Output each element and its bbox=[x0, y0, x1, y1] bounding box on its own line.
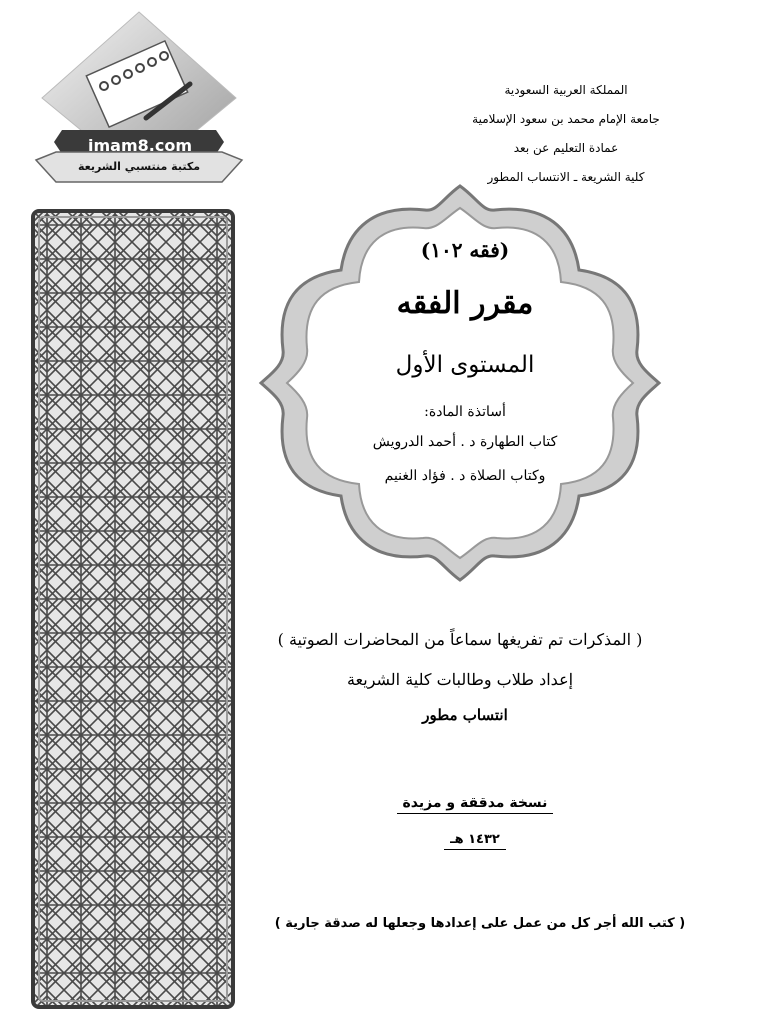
header-country: المملكة العربية السعودية bbox=[504, 83, 628, 97]
header-college: كلية الشريعة ـ الانتساب المطور bbox=[487, 170, 645, 184]
edition-text: نسخة مدققة و مزيدة bbox=[397, 795, 554, 814]
course-level: المستوى الأول bbox=[395, 352, 535, 378]
notes-preparation-line: إعداد طلاب وطالبات كلية الشريعة bbox=[346, 670, 574, 689]
course-title: مقرر الفقه bbox=[396, 286, 534, 321]
teacher-prayer: وكتاب الصلاة د . فؤاد الغنيم bbox=[384, 468, 546, 484]
institution-header bbox=[416, 76, 716, 192]
dua-line: ( كتب الله أجر كل من عمل على إعدادها وجعلها له صدقة جارية ) bbox=[274, 916, 686, 931]
logo-site-text: imam8.com bbox=[88, 136, 192, 155]
year-label bbox=[380, 832, 570, 847]
teacher-purification: كتاب الطهارة د . أحمد الدرويش bbox=[372, 434, 558, 450]
edition-label bbox=[360, 795, 590, 811]
decorative-pattern-strip bbox=[30, 208, 236, 1010]
course-code: (فقه ١٠٢) bbox=[420, 238, 510, 262]
logo-name-text: مكتبة منتسبي الشريعة bbox=[77, 160, 201, 173]
notes-transcription-line: ( المذكرات تم تفريغها سماعاً من المحاضرات الصوتية ) bbox=[277, 630, 643, 649]
teachers-label: أساتذة المادة: bbox=[424, 404, 506, 420]
header-university: جامعة الإمام محمد بن سعود الإسلامية bbox=[472, 112, 660, 126]
notes-affiliation-line: انتساب مطور bbox=[422, 706, 508, 724]
year-text: ١٤٣٢ هـ bbox=[444, 832, 506, 850]
header-deanship: عمادة التعليم عن بعد bbox=[513, 141, 619, 155]
